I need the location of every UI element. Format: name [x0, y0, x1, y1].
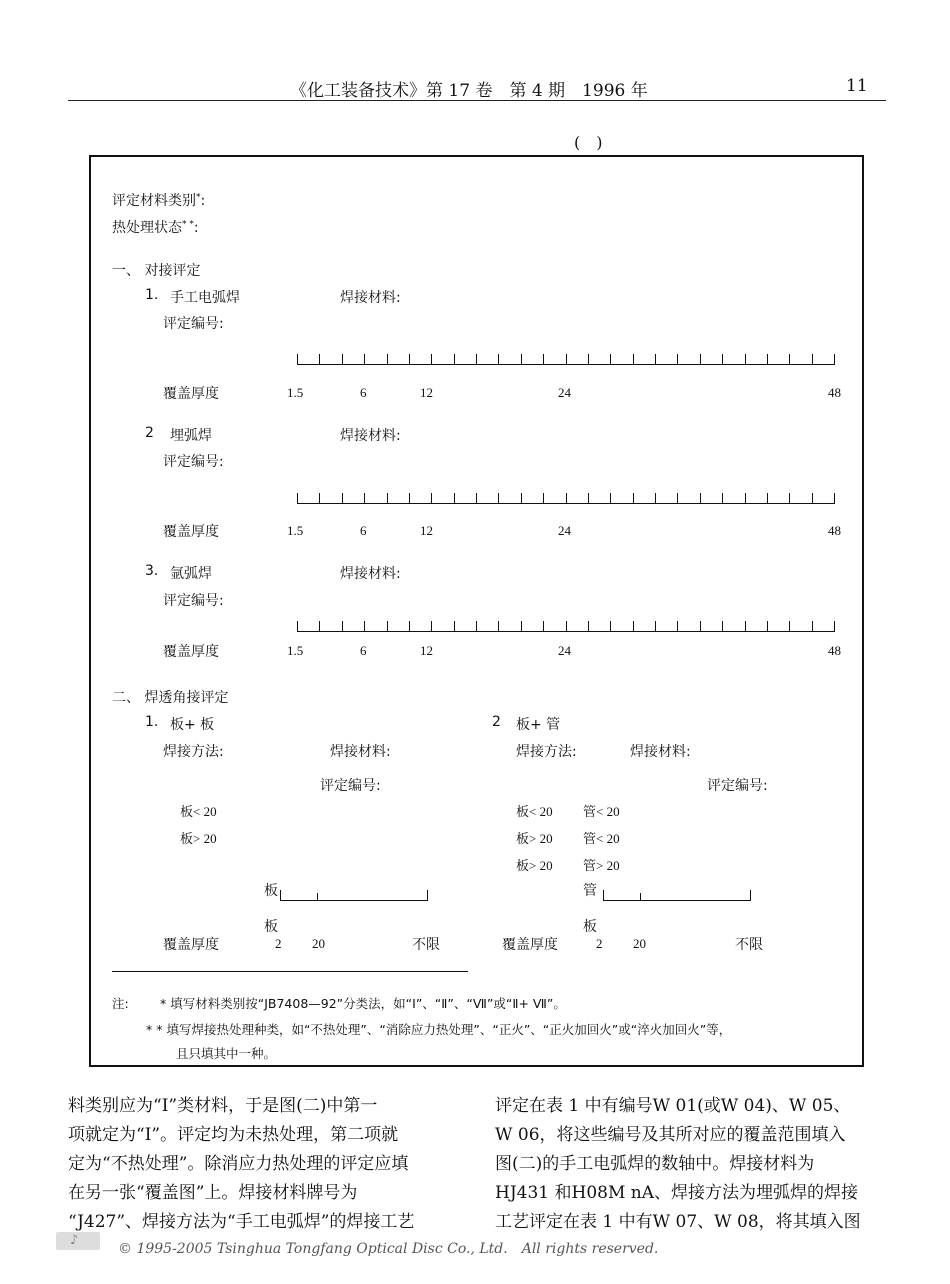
scale-tick — [409, 621, 410, 631]
weld2-cover-label: 覆盖厚度 — [163, 524, 219, 540]
weld2-material: 焊接材料: — [340, 428, 401, 444]
scale-tick — [476, 493, 477, 503]
scale-tick — [677, 493, 678, 503]
scale-tick — [342, 621, 343, 631]
weld2-label-1: 1.5 — [287, 523, 304, 538]
weld3-label-3: 12 — [420, 643, 433, 658]
weld3-label-5: 48 — [828, 643, 841, 658]
note-1: * 填写材料类别按“JB7408—92”分类法，如“Ⅰ”、“Ⅱ”、“Ⅶ”或“Ⅱ+ Ⅶ”。 — [160, 996, 566, 1011]
scale-tick — [700, 621, 701, 631]
scale-tick — [387, 354, 388, 364]
scale-tick — [387, 493, 388, 503]
scale-tick — [745, 621, 746, 631]
scale-tick — [812, 354, 813, 364]
scale-tick — [498, 621, 499, 631]
scale-tick — [789, 354, 790, 364]
scale-tick — [655, 493, 656, 503]
weld2-num: 2 — [145, 425, 154, 441]
scale-tick — [834, 354, 835, 364]
scale-tick — [431, 621, 432, 631]
scale-tick — [521, 354, 522, 364]
journal-title: 《化工装备技术》第 17 卷 第 4 期 1996 年 — [290, 81, 648, 101]
fillet2-cover-label: 覆盖厚度 — [502, 937, 558, 953]
weld1-label-1: 1.5 — [287, 385, 304, 400]
body-left-line: 项就定为“Ⅰ”。评定均为未热处理，第二项就 — [68, 1125, 399, 1145]
scale-tick — [364, 354, 365, 364]
scale-tick — [543, 493, 544, 503]
material-category-label: 评定材料类别*: — [112, 192, 206, 209]
scale-tick — [566, 493, 567, 503]
weld3-num: 3. — [145, 563, 159, 579]
scale-tick — [677, 621, 678, 631]
scale-tick — [789, 621, 790, 631]
scale-tick — [610, 621, 611, 631]
fillet1-row-2: 板> 20 — [180, 831, 217, 846]
scale-tick — [588, 621, 589, 631]
fillet2-row-1-plate: 板< 20 — [516, 804, 553, 819]
fillet2-name: 板+ 管 — [516, 717, 561, 733]
scale-tick — [387, 621, 388, 631]
fillet2-row-2-plate: 板> 20 — [516, 831, 553, 846]
note-rule — [112, 971, 468, 972]
body-right-line: 图(二)的手工电弧焊的数轴中。焊接材料为 — [495, 1154, 815, 1174]
weld2-axis — [297, 491, 835, 504]
weld3-cover-label: 覆盖厚度 — [163, 644, 219, 660]
scale-tick — [476, 354, 477, 364]
weld1-num: 1. — [145, 287, 159, 303]
scale-tick — [677, 354, 678, 364]
fillet2-row-1-pipe: 管< 20 — [583, 804, 620, 819]
fillet2-method: 焊接方法: — [516, 744, 577, 760]
scale-tick — [745, 354, 746, 364]
weld1-axis — [297, 352, 835, 365]
fillet2-code: 评定编号: — [707, 778, 768, 794]
scale-tick — [655, 621, 656, 631]
fillet2-axis-top-label: 管 — [583, 883, 597, 899]
note-label: 注: — [112, 996, 129, 1011]
scale-tick — [722, 493, 723, 503]
scale-tick — [633, 621, 634, 631]
scale-tick — [767, 493, 768, 503]
scale-tick — [722, 354, 723, 364]
body-right-column — [495, 1092, 861, 1237]
weld1-label-3: 12 — [420, 385, 433, 400]
weld3-axis — [297, 619, 835, 632]
fillet2-row-3-plate: 板> 20 — [516, 858, 553, 873]
scale-tick — [342, 493, 343, 503]
body-left-line: 定为“不热处理”。除消应力热处理的评定应填 — [68, 1154, 409, 1174]
copyright-footer: © 1995-2005 Tsinghua Tongfang Optical Disc Co., Ltd. All rights reserved. — [118, 1241, 659, 1257]
scale-tick — [543, 621, 544, 631]
scale-tick — [364, 493, 365, 503]
fillet2-row-3-pipe: 管> 20 — [583, 858, 620, 873]
weld3-label-1: 1.5 — [287, 643, 304, 658]
figure-number: ( ) — [574, 133, 603, 152]
fillet2-num: 2 — [492, 714, 501, 730]
scale-tick — [454, 354, 455, 364]
scale-tick — [409, 493, 410, 503]
scale-tick — [364, 621, 365, 631]
scale-tick — [655, 354, 656, 364]
fillet2-axis-bottom-label: 板 — [583, 919, 597, 935]
scale-tick — [521, 493, 522, 503]
fillet1-axis-tick — [317, 893, 318, 901]
scale-tick — [297, 621, 298, 631]
fillet2-label-2: 20 — [633, 936, 646, 951]
weld1-cover-label: 覆盖厚度 — [163, 386, 219, 402]
fillet2-axis — [603, 890, 751, 901]
fillet1-num: 1. — [145, 714, 159, 730]
scale-tick — [566, 621, 567, 631]
publisher-logo-icon: ♪ — [56, 1232, 100, 1250]
scale-tick — [431, 354, 432, 364]
scale-tick — [431, 493, 432, 503]
scale-tick — [610, 354, 611, 364]
fillet1-axis — [280, 890, 428, 901]
scale-tick — [633, 354, 634, 364]
weld3-name: 氩弧焊 — [170, 566, 212, 582]
scale-tick — [566, 354, 567, 364]
note-3: 且只填其中一种。 — [176, 1046, 277, 1061]
page-number: 11 — [846, 76, 868, 96]
weld1-code: 评定编号: — [163, 316, 224, 332]
weld1-material: 焊接材料: — [340, 290, 401, 306]
fillet1-code: 评定编号: — [320, 778, 381, 794]
weld1-label-2: 6 — [360, 385, 367, 400]
scale-tick — [767, 354, 768, 364]
body-left-column — [68, 1092, 414, 1237]
fillet2-axis-tick — [640, 893, 641, 901]
fillet1-material: 焊接材料: — [330, 744, 391, 760]
fillet1-cover-label: 覆盖厚度 — [163, 937, 219, 953]
weld2-name: 埋弧焊 — [170, 428, 212, 444]
scale-tick — [297, 354, 298, 364]
scale-tick — [476, 621, 477, 631]
fillet1-label-2: 20 — [312, 936, 325, 951]
fillet1-label-1: 2 — [275, 936, 282, 951]
body-left-line: 料类别应为“Ⅰ”类材料，于是图(二)中第一 — [68, 1096, 378, 1116]
scale-tick — [789, 493, 790, 503]
scale-tick — [767, 621, 768, 631]
body-left-line: “J427”、焊接方法为“手工电弧焊”的焊接工艺 — [68, 1212, 415, 1232]
weld1-label-4: 24 — [558, 385, 571, 400]
body-right-line: HJ431 和H08M nA、焊接方法为埋弧焊的焊接 — [495, 1183, 858, 1203]
fillet2-label-1: 2 — [596, 936, 603, 951]
scale-tick — [745, 493, 746, 503]
fillet1-label-3: 不限 — [412, 937, 440, 953]
fillet2-label-3: 不限 — [735, 937, 763, 953]
scale-tick — [700, 354, 701, 364]
section-fillet-weld: 二、 焊透角接评定 — [112, 690, 229, 706]
weld1-name: 手工电弧焊 — [170, 290, 240, 306]
scale-tick — [610, 493, 611, 503]
scale-tick — [319, 621, 320, 631]
weld2-code: 评定编号: — [163, 454, 224, 470]
heat-treatment-label: 热处理状态* *: — [112, 219, 199, 236]
scale-tick — [498, 493, 499, 503]
weld2-label-4: 24 — [558, 523, 571, 538]
weld3-code: 评定编号: — [163, 593, 224, 609]
section-butt-weld: 一、 对接评定 — [112, 263, 201, 279]
fillet1-method: 焊接方法: — [163, 744, 224, 760]
fillet2-material: 焊接材料: — [630, 744, 691, 760]
scale-tick — [409, 354, 410, 364]
weld2-label-5: 48 — [828, 523, 841, 538]
weld2-label-2: 6 — [360, 523, 367, 538]
header-rule — [68, 100, 886, 101]
body-left-line: 在另一张“覆盖图”上。焊接材料牌号为 — [68, 1183, 358, 1203]
scale-tick — [588, 493, 589, 503]
scale-tick — [722, 621, 723, 631]
scale-tick — [834, 493, 835, 503]
fillet1-axis-bottom-label: 板 — [264, 919, 278, 935]
scale-tick — [319, 354, 320, 364]
scale-tick — [498, 354, 499, 364]
weld3-material: 焊接材料: — [340, 566, 401, 582]
scale-tick — [812, 493, 813, 503]
scale-tick — [543, 354, 544, 364]
scale-tick — [454, 493, 455, 503]
scale-tick — [812, 621, 813, 631]
fillet1-name: 板+ 板 — [170, 717, 215, 733]
scale-tick — [319, 493, 320, 503]
weld2-label-3: 12 — [420, 523, 433, 538]
fillet1-row-1: 板< 20 — [180, 804, 217, 819]
weld3-label-2: 6 — [360, 643, 367, 658]
scale-tick — [454, 621, 455, 631]
body-right-line: 评定在表 1 中有编号W 01(或W 04)、W 05、 — [495, 1096, 851, 1116]
weld3-label-4: 24 — [558, 643, 571, 658]
note-2: * * 填写焊接热处理种类，如“不热处理”、“消除应力热处理”、“正火”、“正火加回火”或“淬火加回火”等， — [146, 1022, 732, 1037]
body-right-line: 工艺评定在表 1 中有W 07、W 08，将其填入图 — [495, 1212, 861, 1232]
scale-tick — [834, 621, 835, 631]
fillet2-row-2-pipe: 管< 20 — [583, 831, 620, 846]
scale-tick — [700, 493, 701, 503]
scale-tick — [342, 354, 343, 364]
scale-tick — [521, 621, 522, 631]
body-right-line: W 06，将这些编号及其所对应的覆盖范围填入 — [495, 1125, 846, 1145]
scale-tick — [633, 493, 634, 503]
scale-tick — [297, 493, 298, 503]
scale-tick — [588, 354, 589, 364]
weld1-label-5: 48 — [828, 385, 841, 400]
fillet1-axis-top-label: 板 — [264, 883, 278, 899]
